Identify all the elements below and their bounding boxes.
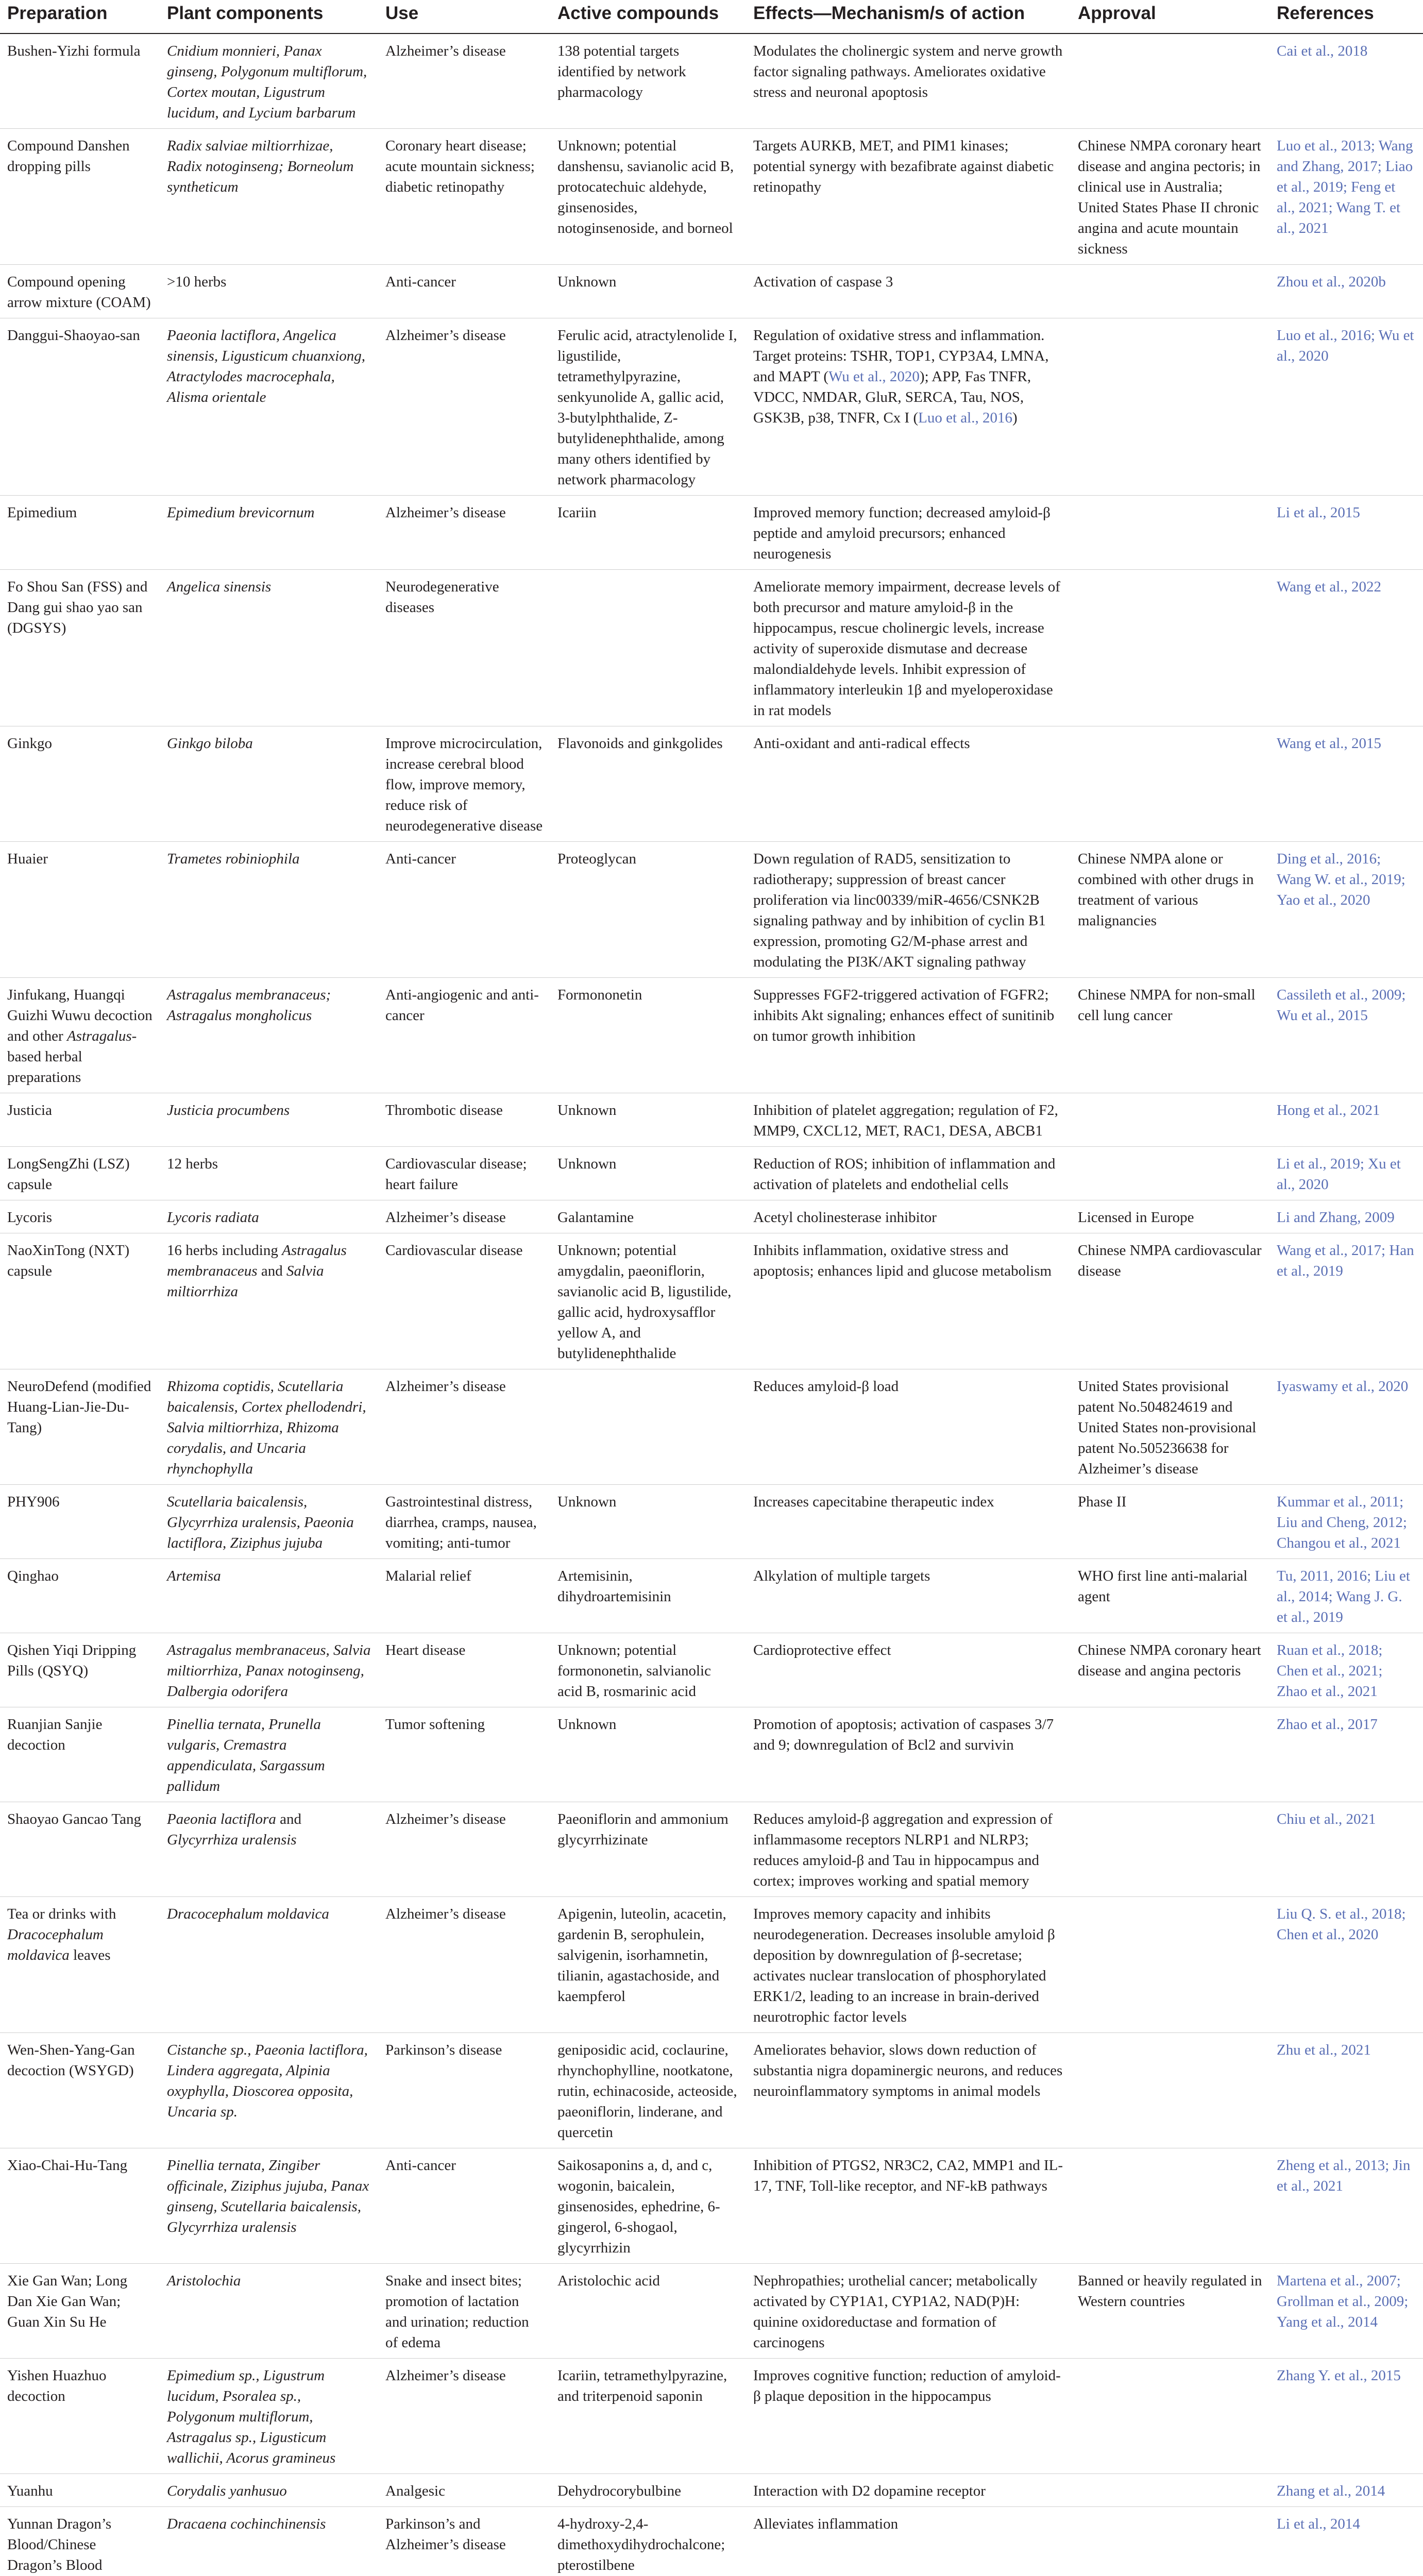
plant-components-cell: Cistanche sp., Paeonia lactiflora, Lindera aggregata, Alpinia oxyphylla, Dioscorea opposita, Uncaria sp. bbox=[167, 2042, 368, 2120]
column-header: References bbox=[1277, 3, 1374, 23]
table-row bbox=[0, 726, 1423, 842]
plant-components-cell: Artemisa bbox=[167, 1568, 221, 1584]
active-compounds-cell: Icariin, tetramethylpyrazine, and triterpenoid saponin bbox=[557, 2367, 727, 2404]
effects-cell: Suppresses FGF2-triggered activation of FGFR2; inhibits Akt signaling; enhances effect of sunitinib on tumor growth inhibition bbox=[753, 987, 1055, 1044]
reference-link[interactable]: Zhou et al., 2020b bbox=[1277, 274, 1386, 290]
active-compounds-cell: Apigenin, luteolin, acacetin, gardenin B, serophulein, salvigenin, isorhamnetin, tilianin, agastachoside, and kaempferol bbox=[557, 1906, 726, 2005]
preparation-cell: PHY906 bbox=[7, 1494, 60, 1510]
active-compounds-cell: Dehydrocorybulbine bbox=[557, 2483, 681, 2499]
effects-cell: Acetyl cholinesterase inhibitor bbox=[753, 1209, 937, 1226]
active-compounds-cell: Unknown; potential amygdalin, paeoniflorin, savianolic acid B, ligustilide, gallic acid, hydroxysafflor yellow A, and butylidenephthalide bbox=[557, 1242, 732, 1362]
preparation-cell: Yuanhu bbox=[7, 2483, 53, 2499]
active-compounds-cell: Unknown bbox=[557, 1102, 617, 1118]
plant-components-cell: Lycoris radiata bbox=[167, 1209, 259, 1226]
approval-cell bbox=[1071, 2148, 1269, 2264]
preparation-text: -based herbal preparations bbox=[7, 1028, 137, 1086]
active-compounds-cell: Unknown bbox=[557, 1156, 617, 1172]
preparation-genus: Astragalus bbox=[66, 1028, 132, 1044]
approval-cell: Chinese NMPA for non-small cell lung cancer bbox=[1078, 987, 1256, 1024]
active-compounds-cell: Unknown bbox=[557, 1716, 617, 1733]
reference-link[interactable]: Liu Q. S. et al., 2018; Chen et al., 2020 bbox=[1277, 1906, 1406, 1943]
preparation-cell: LongSengZhi (LSZ) capsule bbox=[7, 1156, 130, 1193]
approval-cell bbox=[1071, 570, 1269, 726]
effects-cell: Inhibition of platelet aggregation; regulation of F2, MMP9, CXCL12, MET, RAC1, DESA, ABCB1 bbox=[753, 1102, 1058, 1139]
preparation-cell: Wen-Shen-Yang-Gan decoction (WSYGD) bbox=[7, 2042, 135, 2079]
table-row bbox=[0, 1200, 1423, 1233]
use-cell: Alzheimer’s disease bbox=[385, 1811, 506, 1827]
plant-components-cell: >10 herbs bbox=[167, 274, 227, 290]
column-header: Plant components bbox=[167, 3, 324, 23]
plant-species: Paeonia lactiflora bbox=[167, 1811, 276, 1827]
plant-components-cell: Rhizoma coptidis, Scutellaria baicalensis, Cortex phellodendri, Salvia miltiorrhiza, Rhizoma corydalis, and Uncaria rhynchophylla bbox=[167, 1378, 366, 1477]
reference-link[interactable]: Martena et al., 2007; Grollman et al., 2009; Yang et al., 2014 bbox=[1277, 2273, 1409, 2330]
use-cell: Anti-cancer bbox=[385, 851, 456, 867]
active-compounds-cell: 4-hydroxy-2,4-dimethoxydihydrochalcone; pterostilbene bbox=[557, 2516, 725, 2573]
plant-components-cell: Angelica sinensis bbox=[167, 579, 272, 595]
plant-components-cell: Pinellia ternata, Zingiber officinale, Ziziphus jujuba, Panax ginseng, Scutellaria baicalensis, Glycyrrhiza uralensis bbox=[167, 2157, 369, 2235]
plant-text: 16 herbs including bbox=[167, 1242, 282, 1259]
preparation-cell: Yishen Huazhuo decoction bbox=[7, 2367, 107, 2404]
approval-cell: Phase II bbox=[1078, 1494, 1127, 1510]
effects-cell: Alkylation of multiple targets bbox=[753, 1568, 930, 1584]
use-cell: Parkinson’s and Alzheimer’s disease bbox=[385, 2516, 506, 2553]
active-compounds-cell: Ferulic acid, atractylenolide I, ligustilide, tetramethylpyrazine, senkyunolide A, gallic acid, 3-butylphthalide, Z-butylidenephthalide, among many others identified by network pharmacology bbox=[557, 327, 737, 488]
reference-link[interactable]: Luo et al., 2016; Wu et al., 2020 bbox=[1277, 327, 1414, 364]
effects-cell: Ameliorate memory impairment, decrease levels of both precursor and mature amyloid-β in the hippocampus, rescue cholinergic levels, increase activity of superoxide dismutase and decrease malondialdehyde levels. Inhibit expression of inflammatory interleukin 1β and myeloperoxidase in rat models bbox=[753, 579, 1060, 719]
use-cell: Alzheimer’s disease bbox=[385, 1209, 506, 1226]
use-cell: Gastrointestinal distress, diarrhea, cramps, nausea, vomiting; anti-tumor bbox=[385, 1494, 537, 1551]
reference-link[interactable]: Wang et al., 2015 bbox=[1277, 735, 1382, 752]
approval-cell: Chinese NMPA cardiovascular disease bbox=[1078, 1242, 1262, 1279]
use-cell: Improve microcirculation, increase cerebral blood flow, improve memory, reduce risk of neurodegenerative disease bbox=[385, 735, 543, 834]
preparation-cell: Compound Danshen dropping pills bbox=[7, 138, 130, 175]
reference-link[interactable]: Ruan et al., 2018; Chen et al., 2021; Zhao et al., 2021 bbox=[1277, 1642, 1383, 1700]
plant-components-cell: Ginkgo biloba bbox=[167, 735, 253, 752]
active-compounds-cell: Artemisinin, dihydroartemisinin bbox=[557, 1568, 671, 1605]
effects-cell: Increases capecitabine therapeutic index bbox=[753, 1494, 994, 1510]
use-cell: Coronary heart disease; acute mountain sickness; diabetic retinopathy bbox=[385, 138, 535, 195]
use-cell: Alzheimer’s disease bbox=[385, 504, 506, 521]
effects-cell: Nephropathies; urothelial cancer; metabolically activated by CYP1A1, CYP1A2, NAD(P)H: quinine oxidoreductase and formation of carcinogens bbox=[753, 2273, 1038, 2351]
reference-link[interactable]: Hong et al., 2021 bbox=[1277, 1102, 1380, 1118]
effects-cell: Cardioprotective effect bbox=[753, 1642, 891, 1658]
column-header: Approval bbox=[1078, 3, 1156, 23]
plant-components-cell: 12 herbs bbox=[167, 1156, 218, 1172]
reference-link[interactable]: Ding et al., 2016; Wang W. et al., 2019; Yao et al., 2020 bbox=[1277, 851, 1405, 908]
use-cell: Malarial relief bbox=[385, 1568, 471, 1584]
approval-cell bbox=[1071, 726, 1269, 842]
effects-cell: Interaction with D2 dopamine receptor bbox=[753, 2483, 986, 2499]
preparation-text: leaves bbox=[69, 1947, 111, 1963]
use-cell: Cardiovascular disease; heart failure bbox=[385, 1156, 527, 1193]
use-cell: Cardiovascular disease bbox=[385, 1242, 523, 1259]
use-cell: Alzheimer’s disease bbox=[385, 43, 506, 59]
effects-cell: Improves memory capacity and inhibits neurodegeneration. Decreases insoluble amyloid β deposition by downregulation of β-secretase; activates nuclear translocation of phosphorylated ERK1/2, leading to an increase in brain-derived neurotrophic factor levels bbox=[753, 1906, 1055, 2025]
approval-cell: Chinese NMPA coronary heart disease and angina pectoris bbox=[1078, 1642, 1261, 1679]
approval-cell bbox=[1071, 33, 1269, 129]
use-cell: Analgesic bbox=[385, 2483, 445, 2499]
active-compounds-cell: Unknown; potential danshensu, savianolic acid B, protocatechuic aldehyde, ginsenosides, notoginsenoside, and borneol bbox=[557, 138, 734, 236]
table-row bbox=[0, 1233, 1423, 1369]
preparation-cell: Xie Gan Wan; Long Dan Xie Gan Wan; Guan Xin Su He bbox=[7, 2273, 128, 2330]
effects-cell: Anti-oxidant and anti-radical effects bbox=[753, 735, 970, 752]
table-row bbox=[0, 1147, 1423, 1200]
use-cell: Snake and insect bites; promotion of lactation and urination; reduction of edema bbox=[385, 2273, 529, 2351]
plant-components-cell: Dracocephalum moldavica bbox=[167, 1906, 329, 1922]
reference-link[interactable]: Li et al., 2015 bbox=[1277, 504, 1360, 521]
effects-cell: Targets AURKB, MET, and PIM1 kinases; potential synergy with bezafibrate against diabetic retinopathy bbox=[753, 138, 1054, 195]
plant-species: Salvia miltiorrhiza bbox=[167, 1263, 324, 1300]
preparation-species: Dracocephalum moldavica bbox=[7, 1926, 104, 1963]
effects-text: ) bbox=[1012, 410, 1018, 426]
preparation-cell: Danggui-Shaoyao-san bbox=[7, 327, 140, 344]
table-row bbox=[0, 2264, 1423, 2359]
active-compounds-cell: geniposidic acid, coclaurine, rhynchophylline, nootkatone, rutin, echinacoside, acteoside, paeoniflorin, linderane, and quercetin bbox=[557, 2042, 737, 2141]
reference-link[interactable]: Zhao et al., 2017 bbox=[1277, 1716, 1378, 1733]
reference-link[interactable]: Zhang Y. et al., 2015 bbox=[1277, 2367, 1401, 2384]
column-header: Effects—Mechanism/s of action bbox=[753, 3, 1025, 23]
active-compounds-cell: Icariin bbox=[557, 504, 597, 521]
approval-cell: Banned or heavily regulated in Western countries bbox=[1078, 2273, 1262, 2310]
preparation-cell: Xiao-Chai-Hu-Tang bbox=[7, 2157, 128, 2174]
table-row bbox=[0, 842, 1423, 978]
header-row bbox=[0, 0, 1423, 33]
approval-cell bbox=[1071, 1897, 1269, 2033]
reference-link[interactable]: Chiu et al., 2021 bbox=[1277, 1811, 1376, 1827]
plant-components-cell: Trametes robiniophila bbox=[167, 851, 300, 867]
table-row bbox=[0, 2474, 1423, 2507]
preparation-cell: Qinghao bbox=[7, 1568, 59, 1584]
effects-cell: Improves cognitive function; reduction of amyloid-β plaque deposition in the hippocampus bbox=[753, 2367, 1061, 2404]
preparation-cell: Justicia bbox=[7, 1102, 52, 1118]
reference-link[interactable]: Kummar et al., 2011; Liu and Cheng, 2012; Changou et al., 2021 bbox=[1277, 1494, 1407, 1551]
table-row bbox=[0, 2033, 1423, 2148]
approval-cell bbox=[1071, 2033, 1269, 2148]
preparation-cell: Bushen-Yizhi formula bbox=[7, 43, 141, 59]
preparation-text: Jinfukang, Huangqi Guizhi Wuwu decoction and other bbox=[7, 987, 153, 1044]
effects-cell: Down regulation of RAD5, sensitization to radiotherapy; suppression of breast cancer proliferation via linc00339/miR-4656/CSNK2B signaling pathway and by inhibition of cyclin B1 expression, promoting G2/M-phase arrest and modulating the PI3K/AKT signaling pathway bbox=[753, 851, 1046, 970]
active-compounds-cell: Unknown bbox=[557, 1494, 617, 1510]
plant-components-cell: Corydalis yanhusuo bbox=[167, 2483, 287, 2499]
use-cell: Anti-cancer bbox=[385, 274, 456, 290]
effects-cell: Reduction of ROS; inhibition of inflammation and activation of platelets and endothelial cells bbox=[753, 1156, 1056, 1193]
plant-components-cell: Dracaena cochinchinensis bbox=[167, 2516, 326, 2532]
approval-cell bbox=[1071, 1147, 1269, 1200]
table-row bbox=[0, 1559, 1423, 1633]
table-row bbox=[0, 1369, 1423, 1485]
active-compounds-cell: Aristolochic acid bbox=[557, 2273, 660, 2289]
reference-link[interactable]: Li et al., 2014 bbox=[1277, 2516, 1360, 2532]
preparation-cell: NeuroDefend (modified Huang-Lian-Jie-Du-Tang) bbox=[7, 1378, 151, 1436]
approval-cell bbox=[1071, 318, 1269, 496]
active-compounds-cell: Flavonoids and ginkgolides bbox=[557, 735, 723, 752]
reference-link[interactable]: Zheng et al., 2013; Jin et al., 2021 bbox=[1277, 2157, 1411, 2194]
preparation-cell: Yunnan Dragon’s Blood/Chinese Dragon’s Blood bbox=[7, 2516, 112, 2573]
plant-components-cell: Aristolochia bbox=[167, 2273, 241, 2289]
use-cell: Parkinson’s disease bbox=[385, 2042, 502, 2058]
preparation-cell: Ruanjian Sanjie decoction bbox=[7, 1716, 103, 1753]
effects-text: ); APP, Fas TNFR, VDCC, NMDAR, GluR, SERCA, Tau, NOS, GSK3B, p38, TNFR, Cx I ( bbox=[753, 368, 1031, 426]
table-row bbox=[0, 2359, 1423, 2474]
approval-cell bbox=[1071, 2507, 1269, 2576]
table-row bbox=[0, 129, 1423, 265]
table-row bbox=[0, 2507, 1423, 2576]
effects-cell: Inhibition of PTGS2, NR3C2, CA2, MMP1 and IL-17, TNF, Toll-like receptor, and NF-kB pathways bbox=[753, 2157, 1063, 2194]
use-cell: Thrombotic disease bbox=[385, 1102, 503, 1118]
active-compounds-cell: Unknown bbox=[557, 274, 617, 290]
reference-link[interactable]: Zhang et al., 2014 bbox=[1277, 2483, 1385, 2499]
reference-link[interactable]: Zhu et al., 2021 bbox=[1277, 2042, 1371, 2058]
reference-link[interactable]: Wang et al., 2017; Han et al., 2019 bbox=[1277, 1242, 1414, 1279]
plant-components-cell: Scutellaria baicalensis, Glycyrrhiza uralensis, Paeonia lactiflora, Ziziphus jujuba bbox=[167, 1494, 354, 1551]
column-header: Active compounds bbox=[557, 3, 719, 23]
approval-cell: United States provisional patent No.504824619 and United States non-provisional patent No.505236638 for Alzheimer’s disease bbox=[1078, 1378, 1257, 1477]
preparation-cell: Ginkgo bbox=[7, 735, 52, 752]
plant-components-cell: Astragalus membranaceus, Salvia miltiorrhiza, Panax notoginseng, Dalbergia odorifera bbox=[167, 1642, 371, 1700]
plant-components-cell: Epimedium sp., Ligustrum lucidum, Psoralea sp., Polygonum multiflorum, Astragalus sp., Ligusticum wallichii, Acorus gramineus bbox=[167, 2367, 336, 2466]
effects-cell: Reduces amyloid-β load bbox=[753, 1378, 899, 1395]
effects-cell bbox=[746, 318, 1071, 496]
plant-species: Glycyrrhiza uralensis bbox=[167, 1832, 297, 1848]
reference-link[interactable]: Iyaswamy et al., 2020 bbox=[1277, 1378, 1409, 1395]
effects-cell: Alleviates inflammation bbox=[753, 2516, 899, 2532]
use-cell: Alzheimer’s disease bbox=[385, 2367, 506, 2384]
table-row bbox=[0, 33, 1423, 129]
effects-cell: Reduces amyloid-β aggregation and expression of inflammasome receptors NLRP1 and NLRP3; reduces amyloid-β and Tau in hippocampus and cortex; improves working and spatial memory bbox=[753, 1811, 1053, 1889]
use-cell: Anti-angiogenic and anti-cancer bbox=[385, 987, 539, 1024]
column-header: Use bbox=[385, 3, 419, 23]
effects-cell: Modulates the cholinergic system and nerve growth factor signaling pathways. Ameliorates oxidative stress and neuronal apoptosis bbox=[753, 43, 1063, 100]
approval-cell: WHO first line anti-malarial agent bbox=[1078, 1568, 1248, 1605]
plant-components-cell bbox=[160, 1802, 378, 1897]
use-cell: Anti-cancer bbox=[385, 2157, 456, 2174]
active-compounds-cell: Formononetin bbox=[557, 987, 642, 1003]
plant-text: and bbox=[276, 1811, 301, 1827]
plant-species: Astragalus membranaceus bbox=[167, 1242, 347, 1279]
reference-link[interactable]: Tu, 2011, 2016; Liu et al., 2014; Wang J. G. et al., 2019 bbox=[1277, 1568, 1410, 1625]
effects-cell: Improved memory function; decreased amyloid-β peptide and amyloid precursors; enhanced neurogenesis bbox=[753, 504, 1051, 562]
plant-components-cell bbox=[160, 1233, 378, 1369]
effects-cell: Activation of caspase 3 bbox=[753, 274, 893, 290]
preparation-cell: Shaoyao Gancao Tang bbox=[7, 1811, 141, 1827]
plant-components-cell: Justicia procumbens bbox=[167, 1102, 290, 1118]
approval-cell bbox=[1071, 2474, 1269, 2507]
approval-cell: Licensed in Europe bbox=[1078, 1209, 1194, 1226]
use-cell: Alzheimer’s disease bbox=[385, 1378, 506, 1395]
effects-cell: Inhibits inflammation, oxidative stress and apoptosis; enhances lipid and glucose metabolism bbox=[753, 1242, 1052, 1279]
approval-cell bbox=[1071, 2359, 1269, 2474]
approval-cell bbox=[1071, 1093, 1269, 1147]
active-compounds-cell: Proteoglycan bbox=[557, 851, 637, 867]
reference-link[interactable]: Li and Zhang, 2009 bbox=[1277, 1209, 1395, 1226]
table-row bbox=[0, 1802, 1423, 1897]
column-header: Preparation bbox=[7, 3, 108, 23]
preparation-cell: Compound opening arrow mixture (COAM) bbox=[7, 274, 151, 311]
approval-cell bbox=[1071, 265, 1269, 318]
reference-link[interactable]: Wang et al., 2022 bbox=[1277, 579, 1382, 595]
reference-link[interactable]: Luo et al., 2013; Wang and Zhang, 2017; Liao et al., 2019; Feng et al., 2021; Wang T. et al., 2021 bbox=[1277, 138, 1413, 236]
table-row bbox=[0, 318, 1423, 496]
table-row bbox=[0, 1093, 1423, 1147]
active-compounds-cell: Galantamine bbox=[557, 1209, 634, 1226]
reference-link[interactable]: Cai et al., 2018 bbox=[1277, 43, 1368, 59]
plant-text: and bbox=[257, 1263, 286, 1279]
preparation-cell: NaoXinTong (NXT) capsule bbox=[7, 1242, 130, 1279]
use-cell: Tumor softening bbox=[385, 1716, 485, 1733]
preparation-cell bbox=[0, 978, 160, 1093]
plant-components-cell: Paeonia lactiflora, Angelica sinensis, Ligusticum chuanxiong, Atractylodes macrocephala, Alisma orientale bbox=[167, 327, 366, 405]
active-compounds-cell bbox=[550, 570, 746, 726]
table-row bbox=[0, 265, 1423, 318]
table-row bbox=[0, 1633, 1423, 1707]
use-cell: Heart disease bbox=[385, 1642, 466, 1658]
preparation-text: Tea or drinks with bbox=[7, 1906, 116, 1922]
preparation-cell: Lycoris bbox=[7, 1209, 52, 1226]
approval-cell bbox=[1071, 1707, 1269, 1802]
preparation-cell: Huaier bbox=[7, 851, 48, 867]
preparation-cell: Fo Shou San (FSS) and Dang gui shao yao san (DGSYS) bbox=[7, 579, 148, 636]
plant-components-cell: Radix salviae miltiorrhizae, Radix notoginseng; Borneolum syntheticum bbox=[167, 138, 354, 195]
plant-components-cell: Astragalus membranaceus; Astragalus mongholicus bbox=[167, 987, 331, 1024]
approval-cell bbox=[1071, 496, 1269, 570]
plant-components-cell: Pinellia ternata, Prunella vulgaris, Cremastra appendiculata, Sargassum pallidum bbox=[167, 1716, 325, 1794]
table-row bbox=[0, 978, 1423, 1093]
use-cell: Alzheimer’s disease bbox=[385, 327, 506, 344]
table-row bbox=[0, 1897, 1423, 2033]
inline-reference-link[interactable]: Wu et al., 2020 bbox=[828, 368, 920, 385]
table-row bbox=[0, 2148, 1423, 2264]
effects-cell: Ameliorates behavior, slows down reduction of substantia nigra dopaminergic neurons, and reduces neuroinflammatory symptoms in animal models bbox=[753, 2042, 1063, 2099]
active-compounds-cell bbox=[550, 1369, 746, 1485]
preparation-cell: Qishen Yiqi Dripping Pills (QSYQ) bbox=[7, 1642, 137, 1679]
active-compounds-cell: Paeoniflorin and ammonium glycyrrhizinate bbox=[557, 1811, 729, 1848]
table-row bbox=[0, 1707, 1423, 1802]
approval-cell: Chinese NMPA coronary heart disease and angina pectoris; in clinical use in Australia; United States Phase II chronic angina and acute mountain sickness bbox=[1078, 138, 1261, 257]
approval-cell: Chinese NMPA alone or combined with other drugs in treatment of various malignancies bbox=[1078, 851, 1254, 929]
inline-reference-link[interactable]: Luo et al., 2016 bbox=[918, 410, 1012, 426]
table-row bbox=[0, 496, 1423, 570]
plant-components-cell: Epimedium brevicornum bbox=[167, 504, 315, 521]
preparation-cell bbox=[0, 1897, 160, 2033]
effects-text: Regulation of oxidative stress and inflammation. Target proteins: TSHR, TOP1, CYP3A4, LMNA, and MAPT ( bbox=[753, 327, 1049, 385]
active-compounds-cell: Unknown; potential formononetin, salvianolic acid B, rosmarinic acid bbox=[557, 1642, 711, 1700]
table-row bbox=[0, 570, 1423, 726]
use-cell: Neurodegenerative diseases bbox=[385, 579, 499, 616]
effects-cell: Promotion of apoptosis; activation of caspases 3/7 and 9; downregulation of Bcl2 and survivin bbox=[753, 1716, 1054, 1753]
plant-components-cell: Cnidium monnieri, Panax ginseng, Polygonum multiflorum, Cortex moutan, Ligustrum lucidum, and Lycium barbarum bbox=[167, 43, 367, 121]
preparation-cell: Epimedium bbox=[7, 504, 77, 521]
approval-cell bbox=[1071, 1802, 1269, 1897]
active-compounds-cell: Saikosaponins a, d, and c, wogonin, baicalein, ginsenosides, ephedrine, 6-gingerol, 6-shogaol, glycyrrhizin bbox=[557, 2157, 720, 2256]
reference-link[interactable]: Cassileth et al., 2009; Wu et al., 2015 bbox=[1277, 987, 1406, 1024]
reference-link[interactable]: Li et al., 2019; Xu et al., 2020 bbox=[1277, 1156, 1401, 1193]
table-row bbox=[0, 1485, 1423, 1559]
active-compounds-cell: 138 potential targets identified by network pharmacology bbox=[557, 43, 686, 100]
use-cell: Alzheimer’s disease bbox=[385, 1906, 506, 1922]
